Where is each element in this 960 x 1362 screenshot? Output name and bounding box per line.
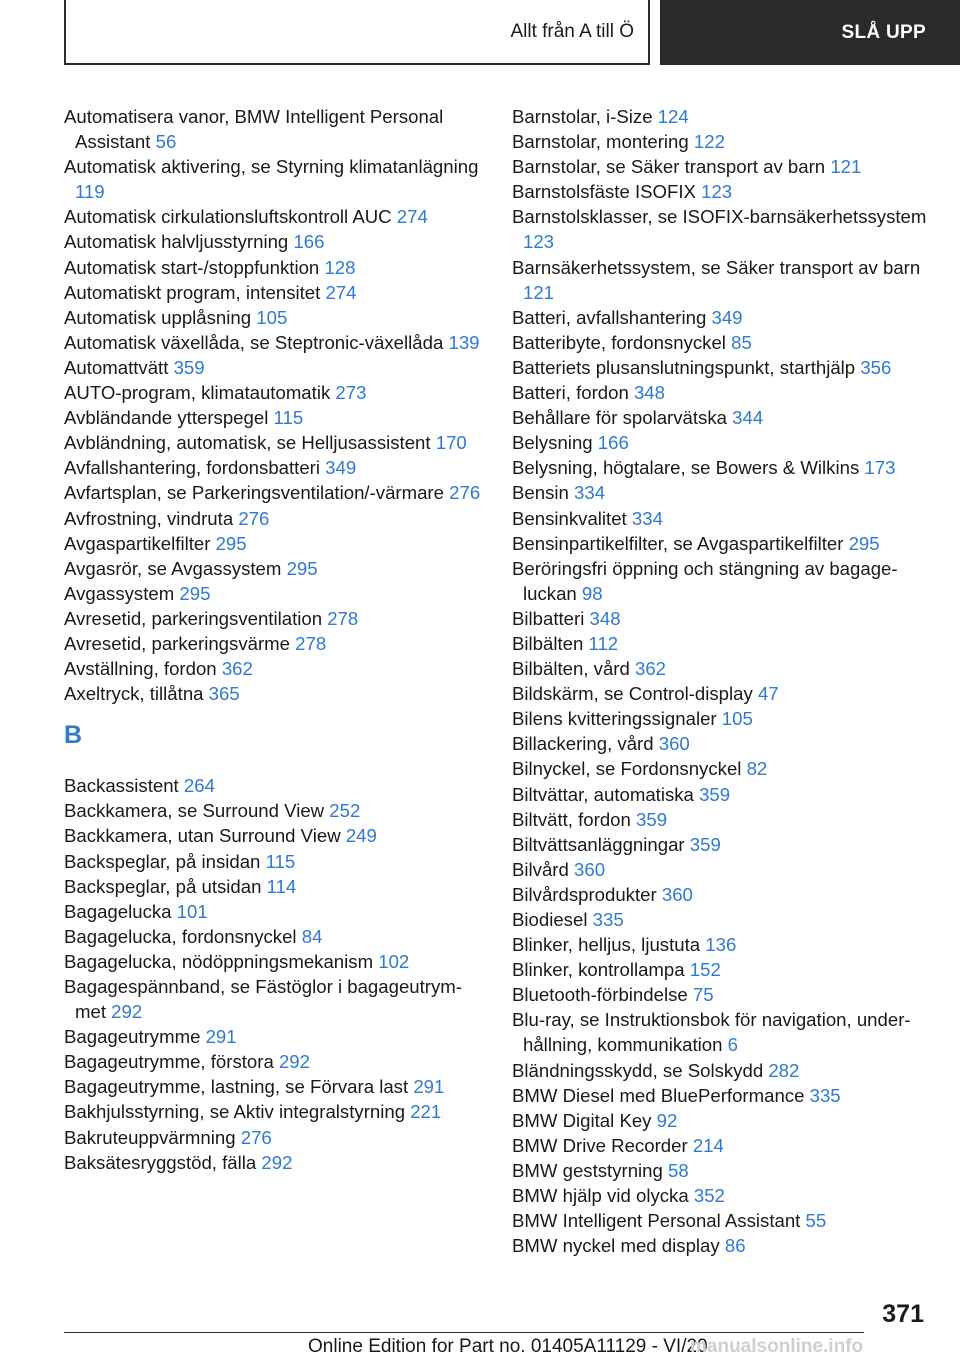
entry-text: Bilbälten, vård — [512, 658, 630, 680]
entry-text: Blinker, helljus, ljustuta — [512, 934, 701, 956]
tab-lookup-label: SLÅ UPP — [841, 21, 926, 43]
index-entry — [512, 631, 932, 656]
entry-page-link[interactable]: 292 — [278, 1051, 310, 1073]
entry-page-link[interactable]: 291 — [413, 1076, 445, 1098]
entry-page-link[interactable]: 47 — [757, 683, 779, 705]
entry-page-link[interactable]: 85 — [731, 331, 752, 353]
entry-page-link[interactable]: 278 — [327, 607, 359, 629]
index-entry — [512, 656, 932, 681]
entry-page-link[interactable]: 82 — [746, 758, 768, 780]
index-entry — [64, 330, 484, 355]
entry-page-link[interactable]: 264 — [183, 775, 215, 797]
entry-text: BMW Intelligent Personal Assistant — [512, 1210, 801, 1232]
index-entry — [512, 255, 932, 305]
index-entry — [512, 1083, 932, 1108]
entry-text: Bensinpartikelfilter, se Avgaspartikelfilter — [512, 532, 844, 554]
entry-text: Avgaspartikelfilter — [64, 532, 211, 554]
entry-text: Barnstolar, montering — [512, 131, 689, 153]
entry-text: BMW Drive Recorder — [512, 1134, 688, 1156]
index-group-a — [64, 104, 484, 706]
index-entry — [64, 380, 484, 405]
entry-text: Beröringsfri öppning och stängning av bagageluckan — [512, 557, 898, 604]
index-entry — [512, 179, 932, 204]
header-bar — [64, 0, 960, 65]
entry-page-link[interactable]: 128 — [324, 256, 356, 278]
entry-text: Batteri, avfallshantering — [512, 306, 707, 328]
entry-page-link[interactable]: 291 — [205, 1026, 237, 1048]
entry-page-link[interactable]: 362 — [635, 658, 667, 680]
index-column-left — [64, 104, 484, 1175]
entry-page-link[interactable]: 84 — [301, 925, 323, 947]
footer-watermark: manualsonline.info — [690, 1336, 864, 1357]
index-entry — [512, 1007, 932, 1057]
tab-index-label: Allt från A till Ö — [510, 20, 634, 42]
index-entry — [64, 531, 484, 556]
entry-page-link[interactable]: 115 — [265, 850, 296, 872]
index-entry — [64, 430, 484, 455]
entry-page-link[interactable]: 98 — [581, 582, 603, 604]
entry-text: Barnsäkerhetssystem, se Säker transport av barn — [512, 256, 921, 278]
entry-text: Bagageutrymme — [64, 1026, 201, 1048]
entry-text: Avfartsplan, se Parkeringsventilation/-värmare — [64, 482, 444, 504]
entry-page-link[interactable]: 365 — [208, 683, 240, 705]
entry-text: Bluetooth-förbindelse — [512, 984, 688, 1006]
entry-page-link[interactable]: 360 — [658, 733, 690, 755]
entry-page-link[interactable]: 123 — [701, 181, 733, 203]
index-entry — [64, 606, 484, 631]
index-entry — [512, 531, 932, 556]
index-entry — [64, 480, 484, 505]
entry-page-link[interactable]: 276 — [449, 482, 481, 504]
entry-page-link[interactable]: 86 — [724, 1235, 746, 1257]
entry-page-link[interactable]: 278 — [295, 632, 327, 654]
entry-page-link[interactable]: 123 — [523, 231, 555, 253]
entry-page-link[interactable]: 362 — [221, 658, 253, 680]
index-group-right — [512, 104, 932, 1258]
entry-page-link[interactable]: 276 — [238, 507, 270, 529]
entry-text: Automatisk växellåda, se Steptronic-växellåda — [64, 331, 444, 353]
entry-text: BMW hjälp vid olycka — [512, 1185, 689, 1207]
entry-page-link[interactable]: 105 — [256, 306, 288, 328]
index-entry — [512, 380, 932, 405]
entry-page-link[interactable]: 360 — [661, 883, 693, 905]
entry-page-link[interactable]: 173 — [864, 457, 896, 479]
entry-text: Blu-ray, se Instruktionsbok för navigation, underhållning, kommunikation — [512, 1009, 911, 1056]
entry-text: Bensin — [512, 482, 569, 504]
entry-page-link[interactable]: 276 — [240, 1126, 272, 1148]
entry-page-link[interactable]: 114 — [266, 875, 297, 897]
index-entry — [64, 355, 484, 380]
entry-page-link[interactable]: 249 — [345, 825, 377, 847]
entry-text: Behållare för spolarvätska — [512, 407, 727, 429]
entry-text: BMW Diesel med BluePerformance — [512, 1084, 805, 1106]
index-entry — [64, 798, 484, 823]
entry-text: Batteri, fordon — [512, 382, 629, 404]
index-entry — [64, 1024, 484, 1049]
entry-text: Barnstolsklasser, se ISOFIX-barnsäkerhetssystem — [512, 206, 927, 228]
entry-text: Bilvårdsprodukter — [512, 883, 657, 905]
entry-page-link[interactable]: 292 — [111, 1001, 143, 1023]
entry-text: Automattvätt — [64, 356, 169, 378]
entry-text: Avresetid, parkeringsventilation — [64, 607, 323, 629]
entry-text: Automatisk start-/stoppfunktion — [64, 256, 320, 278]
entry-text: Bagageutrymme, lastning, se Förvara last — [64, 1076, 409, 1098]
entry-text: Bakruteuppvärmning — [64, 1126, 236, 1148]
entry-page-link[interactable]: 101 — [176, 900, 208, 922]
index-entry — [64, 849, 484, 874]
index-entry — [512, 480, 932, 505]
index-group-b — [64, 773, 484, 1175]
index-entry — [64, 773, 484, 798]
entry-page-link[interactable]: 335 — [809, 1084, 841, 1106]
index-entry — [512, 1108, 932, 1133]
entry-text: BMW nyckel med display — [512, 1235, 720, 1257]
entry-page-link[interactable]: 139 — [448, 331, 480, 353]
entry-text: Barnstolsfäste ISOFIX — [512, 181, 696, 203]
entry-page-link[interactable]: 295 — [179, 582, 211, 604]
index-entry — [64, 1049, 484, 1074]
entry-text: Avresetid, parkeringsvärme — [64, 632, 290, 654]
entry-page-link[interactable]: 344 — [732, 407, 764, 429]
entry-text: Automatisk halvljusstyrning — [64, 231, 289, 253]
index-entry — [512, 1183, 932, 1208]
tab-lookup[interactable] — [660, 0, 960, 65]
entry-text: Batteriets plusanslutningspunkt, starthjälp — [512, 356, 856, 378]
entry-text: Bilbatteri — [512, 607, 585, 629]
index-entry — [512, 731, 932, 756]
entry-text: Bagageutrymme, förstora — [64, 1051, 274, 1073]
entry-text: Avbländande ytterspegel — [64, 407, 269, 429]
entry-page-link[interactable]: 170 — [435, 432, 467, 454]
entry-text: Barnstolar, se Säker transport av barn — [512, 156, 826, 178]
entry-text: Automatisk cirkulationsluftskontroll AUC — [64, 206, 392, 228]
index-entry — [64, 204, 484, 229]
entry-text: Batteribyte, fordonsnyckel — [512, 331, 726, 353]
index-entry — [64, 581, 484, 606]
tab-index[interactable] — [64, 0, 650, 65]
index-entry — [512, 882, 932, 907]
index-entry — [512, 355, 932, 380]
entry-text: Biltvättar, automatiska — [512, 783, 694, 805]
entry-page-link[interactable]: 282 — [768, 1059, 800, 1081]
entry-page-link[interactable]: 214 — [692, 1134, 724, 1156]
entry-page-link[interactable]: 55 — [805, 1210, 827, 1232]
index-entry — [64, 1099, 484, 1124]
entry-page-link[interactable]: 295 — [215, 532, 247, 554]
entry-page-link[interactable]: 349 — [711, 306, 743, 328]
entry-page-link[interactable]: 75 — [692, 984, 714, 1006]
entry-text: Bländningsskydd, se Solskydd — [512, 1059, 764, 1081]
entry-page-link[interactable]: 252 — [329, 800, 361, 822]
footer-edition: Online Edition for Part no. 01405A11129 - VI/20 — [308, 1336, 708, 1357]
entry-page-link[interactable]: 274 — [396, 206, 428, 228]
entry-text: Bagagelucka — [64, 900, 172, 922]
entry-text: Belysning, högtalare, se Bowers & Wilkins — [512, 457, 860, 479]
entry-text: Bilnyckel, se Fordonsnyckel — [512, 758, 742, 780]
entry-text: Bilvård — [512, 858, 569, 880]
entry-text: Automatisera vanor, BMW Intelligent Personal Assistant — [64, 106, 444, 153]
entry-text: Bagagespännband, se Fästöglor i bagageutrymmet — [64, 976, 462, 1023]
index-entry — [512, 154, 932, 179]
index-entry — [512, 782, 932, 807]
index-entry — [64, 556, 484, 581]
entry-page-link[interactable]: 273 — [335, 382, 367, 404]
entry-text: Biltvätt, fordon — [512, 808, 631, 830]
index-entry — [64, 154, 484, 204]
entry-page-link[interactable]: 359 — [173, 356, 205, 378]
index-entry — [512, 1133, 932, 1158]
index-entry — [512, 1058, 932, 1083]
entry-text: Backspeglar, på utsidan — [64, 875, 262, 897]
entry-text: BMW geststyrning — [512, 1159, 663, 1181]
entry-text: Barnstolar, i-Size — [512, 106, 653, 127]
entry-text: Bagagelucka, fordonsnyckel — [64, 925, 297, 947]
entry-text: Backkamera, utan Surround View — [64, 825, 341, 847]
entry-page-link[interactable]: 359 — [699, 783, 731, 805]
entry-page-link[interactable]: 356 — [860, 356, 892, 378]
entry-page-link[interactable]: 360 — [574, 858, 606, 880]
index-entry — [512, 982, 932, 1007]
index-entry — [512, 405, 932, 430]
index-entry — [64, 506, 484, 531]
entry-text: Bilens kvitteringssignaler — [512, 708, 717, 730]
index-entry — [64, 229, 484, 254]
index-entry — [512, 455, 932, 480]
index-entry — [512, 832, 932, 857]
entry-page-link[interactable]: 295 — [848, 532, 880, 554]
entry-page-link[interactable]: 295 — [286, 557, 318, 579]
index-entry — [512, 807, 932, 832]
entry-page-link[interactable]: 6 — [727, 1034, 738, 1056]
index-entry — [512, 706, 932, 731]
index-entry — [512, 606, 932, 631]
entry-text: Bensinkvalitet — [512, 507, 627, 529]
entry-page-link[interactable]: 348 — [633, 382, 665, 404]
index-entry — [512, 907, 932, 932]
entry-page-link[interactable]: 221 — [410, 1101, 442, 1123]
entry-page-link[interactable]: 166 — [597, 432, 629, 454]
entry-text: Avgasrör, se Avgassystem — [64, 557, 282, 579]
entry-page-link[interactable]: 136 — [705, 934, 737, 956]
entry-page-link[interactable]: 335 — [592, 909, 624, 930]
index-entry — [512, 204, 932, 254]
entry-page-link[interactable]: 348 — [589, 607, 621, 629]
entry-text: Blinker, kontrollampa — [512, 959, 685, 981]
index-entry — [64, 874, 484, 899]
entry-page-link[interactable]: 166 — [293, 231, 325, 253]
index-entry — [64, 974, 484, 1024]
entry-text: Automatiskt program, intensitet — [64, 281, 321, 303]
index-entry — [64, 1150, 484, 1175]
entry-page-link[interactable]: 292 — [261, 1151, 293, 1173]
entry-page-link[interactable]: 121 — [830, 156, 862, 178]
index-entry — [512, 129, 932, 154]
index-entry — [64, 631, 484, 656]
entry-text: Avställning, fordon — [64, 658, 217, 680]
entry-page-link[interactable]: 112 — [588, 632, 619, 654]
entry-page-link[interactable]: 92 — [656, 1109, 678, 1131]
entry-page-link[interactable]: 121 — [523, 281, 555, 303]
index-entry — [512, 330, 932, 355]
index-entry — [64, 405, 484, 430]
index-entry — [64, 823, 484, 848]
page-number: 371 — [882, 1300, 924, 1328]
entry-page-link[interactable]: 119 — [75, 181, 105, 203]
entry-page-link[interactable]: 359 — [636, 808, 668, 830]
entry-text: Bakhjulsstyrning, se Aktiv integralstyrning — [64, 1101, 406, 1123]
entry-page-link[interactable]: 334 — [574, 482, 606, 504]
footer-divider — [64, 1332, 864, 1333]
index-column-right — [512, 104, 932, 1258]
entry-text: AUTO-program, klimatautomatik — [64, 382, 331, 404]
entry-text: Backkamera, se Surround View — [64, 800, 325, 822]
entry-text: Axeltryck, tillåtna — [64, 683, 204, 705]
index-entry — [512, 556, 932, 606]
entry-page-link[interactable]: 334 — [631, 507, 663, 529]
entry-text: Bilbälten — [512, 632, 584, 654]
index-entry — [64, 255, 484, 280]
index-entry — [64, 681, 484, 706]
entry-text: Bagagelucka, nödöppningsmekanism — [64, 950, 374, 972]
entry-page-link[interactable]: 124 — [657, 106, 689, 127]
entry-text: Avgassystem — [64, 582, 175, 604]
entry-text: Billackering, vård — [512, 733, 654, 755]
index-entry — [512, 430, 932, 455]
entry-text: Biodiesel — [512, 909, 588, 930]
index-entry — [64, 305, 484, 330]
index-entry — [64, 104, 484, 154]
entry-page-link[interactable]: 122 — [693, 131, 725, 153]
entry-text: Biltvättsanläggningar — [512, 833, 685, 855]
entry-page-link[interactable]: 152 — [689, 959, 721, 981]
index-entry — [512, 756, 932, 781]
index-entry — [512, 1233, 932, 1258]
index-entry — [64, 1074, 484, 1099]
entry-text: Automatisk upplåsning — [64, 306, 252, 328]
index-entry — [512, 681, 932, 706]
entry-page-link[interactable]: 274 — [325, 281, 357, 303]
entry-page-link[interactable]: 105 — [721, 708, 753, 730]
entry-page-link[interactable]: 349 — [325, 457, 357, 479]
entry-text: Avfallshantering, fordonsbatteri — [64, 457, 320, 479]
index-entry — [64, 899, 484, 924]
index-entry — [512, 1208, 932, 1233]
section-letter: B — [64, 721, 83, 750]
index-entry — [512, 957, 932, 982]
entry-text: Backspeglar, på insidan — [64, 850, 261, 872]
entry-text: Avfrostning, vindruta — [64, 507, 234, 529]
index-entry — [64, 1125, 484, 1150]
entry-page-link[interactable]: 102 — [378, 950, 410, 972]
entry-text: Avbländning, automatisk, se Helljusassistent — [64, 432, 431, 454]
index-entry — [64, 280, 484, 305]
entry-page-link[interactable]: 56 — [155, 131, 177, 153]
index-entry — [512, 1158, 932, 1183]
index-entry — [512, 305, 932, 330]
entry-page-link[interactable]: 58 — [668, 1159, 689, 1181]
index-entry — [64, 455, 484, 480]
entry-text: Baksätesryggstöd, fälla — [64, 1151, 257, 1173]
index-entry — [512, 932, 932, 957]
entry-page-link[interactable]: 359 — [689, 833, 721, 855]
index-entry — [512, 506, 932, 531]
index-entry — [64, 924, 484, 949]
entry-text: Backassistent — [64, 775, 179, 797]
index-entry — [64, 656, 484, 681]
entry-text: BMW Digital Key — [512, 1109, 652, 1131]
entry-text: Belysning — [512, 432, 593, 454]
entry-text: Bildskärm, se Control-display — [512, 683, 753, 705]
index-entry — [512, 104, 932, 129]
entry-text: Automatisk aktivering, se Styrning klimatanlägning — [64, 156, 479, 178]
index-entry — [512, 857, 932, 882]
entry-page-link[interactable]: 115 — [273, 407, 304, 429]
index-entry — [64, 949, 484, 974]
entry-page-link[interactable]: 352 — [693, 1185, 725, 1207]
